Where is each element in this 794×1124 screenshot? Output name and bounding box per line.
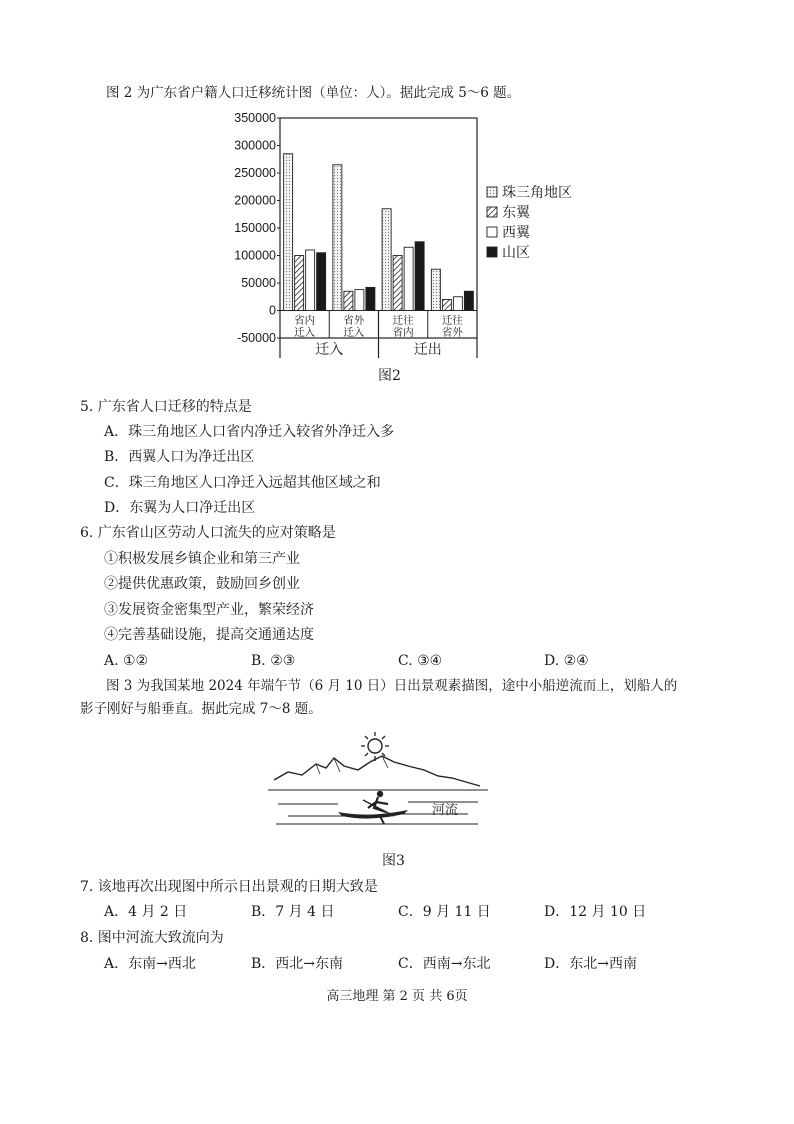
y-tick-label: 300000 <box>234 138 276 153</box>
legend-label: 山区 <box>502 245 530 261</box>
bar <box>431 269 440 310</box>
legend-label: 东翼 <box>502 205 530 221</box>
bar <box>317 253 326 311</box>
q6-stem: 6. 广东省山区劳动人口流失的应对策略是 <box>80 525 336 541</box>
fig2-caption: 图2 <box>378 368 401 384</box>
y-tick-label: -50000 <box>237 331 276 345</box>
q6-option-c: C. ③④ <box>398 653 443 669</box>
category-label: 省外 <box>441 326 463 339</box>
bar <box>393 256 402 311</box>
bar <box>344 291 353 310</box>
bar <box>382 209 391 311</box>
q6-statement-3: ③发展资金密集型产业，繁荣经济 <box>104 602 314 618</box>
y-tick-label: 0 <box>269 303 276 318</box>
bar <box>464 291 473 310</box>
intro-fig3-line1: 图 3 为我国某地 2024 年端午节（6 月 10 日）日出景观素描图，途中小船逆流而上，划船人的 <box>106 678 678 694</box>
population-migration-chart <box>222 108 592 358</box>
category-label: 迁入 <box>294 326 316 339</box>
y-tick-label: 250000 <box>234 166 276 180</box>
category-label: 省外 <box>343 314 365 327</box>
legend-label: 珠三角地区 <box>502 185 572 201</box>
category-label: 省内 <box>392 326 414 339</box>
fig3-river-label: 河流 <box>432 803 459 818</box>
q5-option-a: A．珠三角地区人口省内净迁入较省外净迁入多 <box>104 424 395 440</box>
boat-with-rower-icon <box>338 791 408 824</box>
bar <box>284 154 293 311</box>
bar <box>442 300 451 311</box>
bar <box>453 297 462 311</box>
q6-statement-4: ④完善基础设施，提高交通通达度 <box>104 627 314 643</box>
legend-swatch <box>487 227 497 237</box>
intro-fig2: 图 2 为广东省户籍人口迁移统计图（单位：人）。据此完成 5～6 题。 <box>106 85 521 101</box>
bar <box>415 242 424 311</box>
page-footer: 高三地理 第 2 页 共 6页 <box>326 989 468 1004</box>
legend-swatch <box>487 247 497 257</box>
q8-option-b: B．西北→东南 <box>251 956 344 972</box>
fig3-caption: 图3 <box>382 853 405 869</box>
q5-option-c: C．珠三角地区人口净迁入远超其他区域之和 <box>104 475 381 491</box>
q5-stem: 5. 广东省人口迁移的特点是 <box>80 399 252 415</box>
q5-option-d: D．东翼为人口净迁出区 <box>104 500 256 516</box>
y-tick-label: 200000 <box>234 193 276 208</box>
bar <box>355 290 364 311</box>
legend-swatch <box>487 187 497 197</box>
category-label: 迁往 <box>392 314 414 327</box>
bar <box>333 165 342 311</box>
bar <box>366 287 375 310</box>
category-label: 迁往 <box>441 314 463 327</box>
mountain-ridge <box>274 756 480 786</box>
q7-option-b: B．7 月 4 日 <box>251 904 335 920</box>
sunrise-sketch <box>268 728 488 838</box>
bar <box>404 247 413 310</box>
category-label: 迁入 <box>343 326 365 339</box>
q6-option-d: D. ②④ <box>544 653 589 669</box>
category-label: 省内 <box>294 314 316 327</box>
bar <box>306 250 315 311</box>
q6-statement-2: ②提供优惠政策，鼓励回乡创业 <box>104 576 300 592</box>
q5-option-b: B．西翼人口为净迁出区 <box>104 449 255 465</box>
q7-stem: 7. 该地再次出现图中所示日出景观的日期大致是 <box>80 879 378 895</box>
y-tick-label: 50000 <box>241 276 276 290</box>
q7-option-d: D．12 月 10 日 <box>544 904 647 920</box>
q6-option-b: B. ②③ <box>251 653 296 669</box>
legend-swatch <box>487 207 497 217</box>
q8-option-d: D．东北→西南 <box>544 956 637 972</box>
bar <box>295 256 304 311</box>
legend-label: 西翼 <box>502 225 530 241</box>
group-label: 迁入 <box>315 342 344 358</box>
q6-option-a: A. ①② <box>104 653 149 669</box>
q7-option-c: C．9 月 11 日 <box>398 904 491 920</box>
q6-statement-1: ①积极发展乡镇企业和第三产业 <box>104 551 300 567</box>
q8-stem: 8. 图中河流大致流向为 <box>80 930 224 946</box>
q8-option-a: A．东南→西北 <box>104 956 196 972</box>
q7-option-a: A．4 月 2 日 <box>104 904 188 920</box>
y-tick-label: 150000 <box>234 221 276 235</box>
y-tick-label: 100000 <box>234 248 276 263</box>
q8-option-c: C．西南→东北 <box>398 956 491 972</box>
intro-fig3-line2: 影子刚好与船垂直。据此完成 7～8 题。 <box>80 701 322 717</box>
y-tick-label: 350000 <box>234 111 276 125</box>
group-label: 迁出 <box>413 342 442 358</box>
